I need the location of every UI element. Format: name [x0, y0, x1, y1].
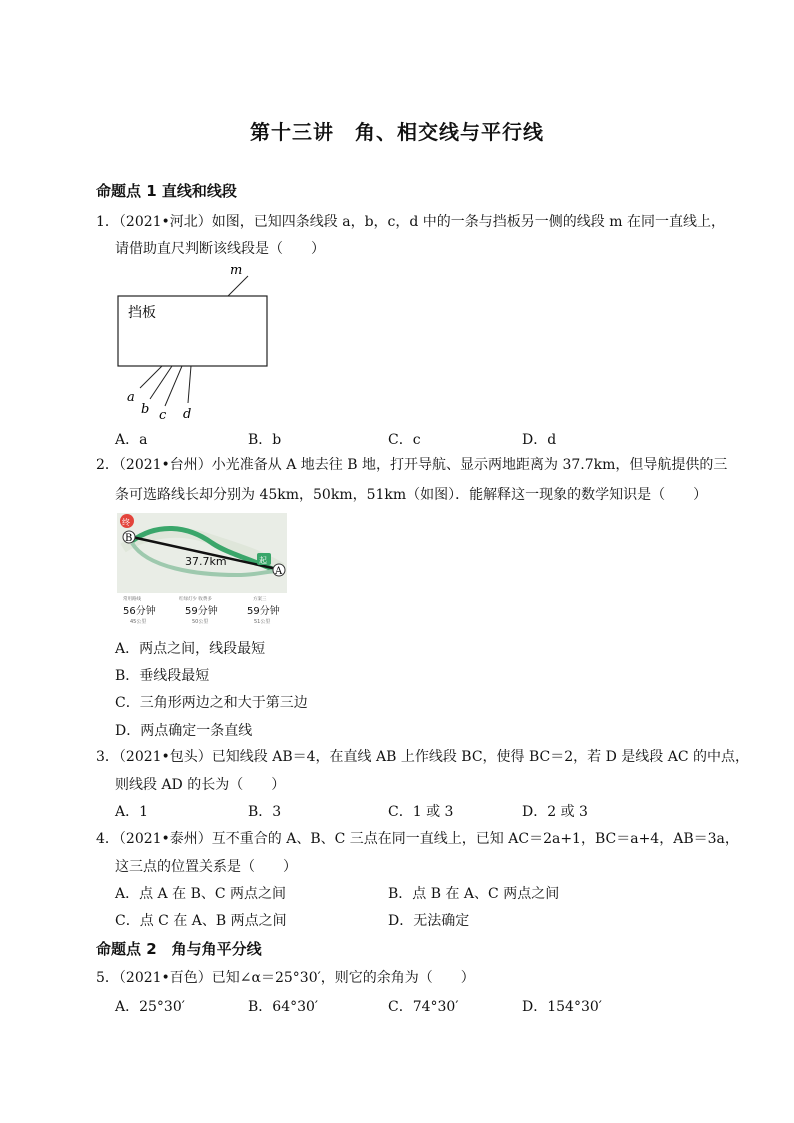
question-2-stem: 2．（2021•台州）小光准备从 A 地去往 B 地，打开导航、显示两地距离为 37.7km，但导航提供的三 [96, 457, 728, 473]
question-5-stem: 5．（2021•百色）已知∠α＝25°30′，则它的余角为（ ） [96, 970, 475, 986]
q1-option-c[interactable]: C．c [388, 432, 421, 448]
q2-option-a[interactable]: A．两点之间，线段最短 [115, 641, 266, 657]
q1-option-b[interactable]: B．b [248, 432, 282, 448]
label-b: b [141, 402, 150, 417]
route-1-name: 常用路线 [123, 597, 141, 602]
q5-option-d[interactable]: D．154°30′ [522, 999, 602, 1015]
label-d: d [183, 407, 192, 422]
question-3-stem-cont: 则线段 AD 的长为（ ） [115, 777, 286, 793]
q1-option-d[interactable]: D．d [522, 432, 557, 448]
question-2-stem-cont: 条可选路线长却分别为 45km，50km，51km（如图）．能解释这一现象的数学知识是（ ） [115, 487, 708, 503]
label-a: a [127, 390, 135, 405]
segment-b [150, 366, 172, 399]
question-1-stem: 1．（2021•河北）如图，已知四条线段 a，b，c，d 中的一条与挡板另一侧的线段 m 在同一直线上， [96, 214, 725, 230]
point-a-label: A [275, 566, 283, 577]
point-b-label: B [125, 533, 133, 544]
question-4-stem-cont: 这三点的位置关系是（ ） [115, 859, 297, 875]
page-title: 第十三讲 角、相交线与平行线 [250, 120, 544, 144]
section-heading-1: 命题点 1 直线和线段 [96, 182, 237, 200]
q4-option-a[interactable]: A．点 A 在 B、C 两点之间 [115, 886, 287, 902]
segment-a [140, 366, 162, 388]
navigation-map [117, 513, 287, 628]
q3-option-c[interactable]: C．1 或 3 [388, 804, 454, 820]
q4-option-d[interactable]: D．无法确定 [388, 913, 470, 929]
route-3-time: 59分钟 [247, 606, 280, 617]
q3-option-d[interactable]: D．2 或 3 [522, 804, 588, 820]
segment-m [228, 276, 248, 296]
end-pin-label: 终 [122, 518, 130, 527]
distance-label: 37.7km [185, 555, 227, 568]
section-heading-2: 命题点 2 角与角平分线 [96, 940, 262, 958]
segment-d [188, 366, 191, 403]
route-2-name: 红绿灯少 收费多 [179, 597, 212, 602]
board-label: 挡板 [128, 305, 156, 321]
question-3-stem: 3．（2021•包头）已知线段 AB＝4，在直线 AB 上作线段 BC，使得 BC＝2，若 D 是线段 AC 的中点， [96, 749, 750, 765]
question-1-stem-cont: 请借助直尺判断该线段是（ ） [115, 241, 325, 257]
q2-option-b[interactable]: B．垂线段最短 [115, 668, 210, 684]
q3-option-b[interactable]: B．3 [248, 804, 282, 820]
question-1-figure [110, 258, 290, 428]
q4-option-c[interactable]: C．点 C 在 A、B 两点之间 [115, 913, 287, 929]
q5-option-a[interactable]: A．25°30′ [115, 999, 185, 1015]
route-2-time: 59分钟 [185, 606, 218, 617]
q5-option-b[interactable]: B．64°30′ [248, 999, 319, 1015]
q3-option-a[interactable]: A．1 [115, 804, 149, 820]
q5-option-c[interactable]: C．74°30′ [388, 999, 459, 1015]
question-4-stem: 4．（2021•泰州）互不重合的 A、B、C 三点在同一直线上，已知 AC＝2a+1，BC＝a+4，AB＝3a， [96, 831, 739, 847]
route-3-dist: 51公里 [254, 619, 271, 625]
route-2-dist: 50公里 [192, 619, 209, 625]
start-pin-label: 起 [259, 556, 267, 565]
route-3-name: 方案三 [253, 597, 267, 602]
q2-option-d[interactable]: D．两点确定一条直线 [115, 723, 253, 739]
route-1-time: 56分钟 [123, 606, 156, 617]
q2-option-c[interactable]: C．三角形两边之和大于第三边 [115, 695, 308, 711]
q4-option-b[interactable]: B．点 B 在 A、C 两点之间 [388, 886, 560, 902]
route-1-dist: 45公里 [130, 619, 147, 625]
q1-option-a[interactable]: A．a [115, 432, 148, 448]
label-c: c [159, 408, 167, 423]
label-m: m [230, 263, 243, 278]
